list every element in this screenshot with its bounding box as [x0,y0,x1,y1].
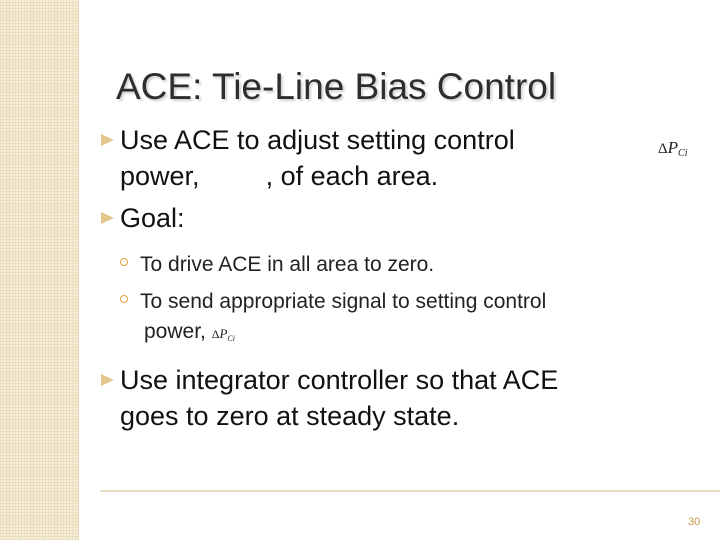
ci-subscript: Ci [227,334,235,343]
delta-symbol: Δ [658,141,668,157]
footer-divider [100,490,720,492]
slide-title: ACE: Tie-Line Bias Control [116,66,557,107]
page-number: 30 [688,516,701,528]
circle-bullet-icon [120,295,128,303]
circle-bullet-icon [120,258,128,266]
bullet-3-line-1: Use integrator controller so that ACE [120,365,559,395]
delta-symbol: Δ [211,327,220,341]
bullet-arrow-icon [101,212,114,224]
bullet-3 [101,362,558,434]
bullet-2-text: Goal: [120,203,185,233]
delta-p-ci-formula [658,138,688,159]
bullet-3-line-2: goes to zero at steady state. [120,401,460,431]
sub-bullet-1 [120,250,434,280]
ci-subscript: Ci [678,148,688,159]
sub-bullet-1-text: To drive ACE in all area to zero. [140,253,435,276]
sub-bullet-2-line-1: To send appropriate signal to setting control [140,290,547,313]
bullet-1 [101,122,515,194]
sub-bullet-2-line-2: power, [144,320,206,343]
bullet-1-line-1: Use ACE to adjust setting control [120,125,515,155]
bullet-1-line-2-before: power, [120,161,200,191]
bullet-arrow-icon [101,374,114,386]
bullet-1-line-2-after: , of each area. [265,161,439,191]
bullet-arrow-icon [101,134,114,146]
delta-p-ci-inline-formula [212,327,235,341]
p-letter: P [219,326,228,341]
decorative-side-band [0,0,78,540]
bullet-2 [101,200,185,236]
sub-bullet-2 [120,287,546,354]
side-divider [78,0,79,540]
p-letter: P [667,138,679,157]
